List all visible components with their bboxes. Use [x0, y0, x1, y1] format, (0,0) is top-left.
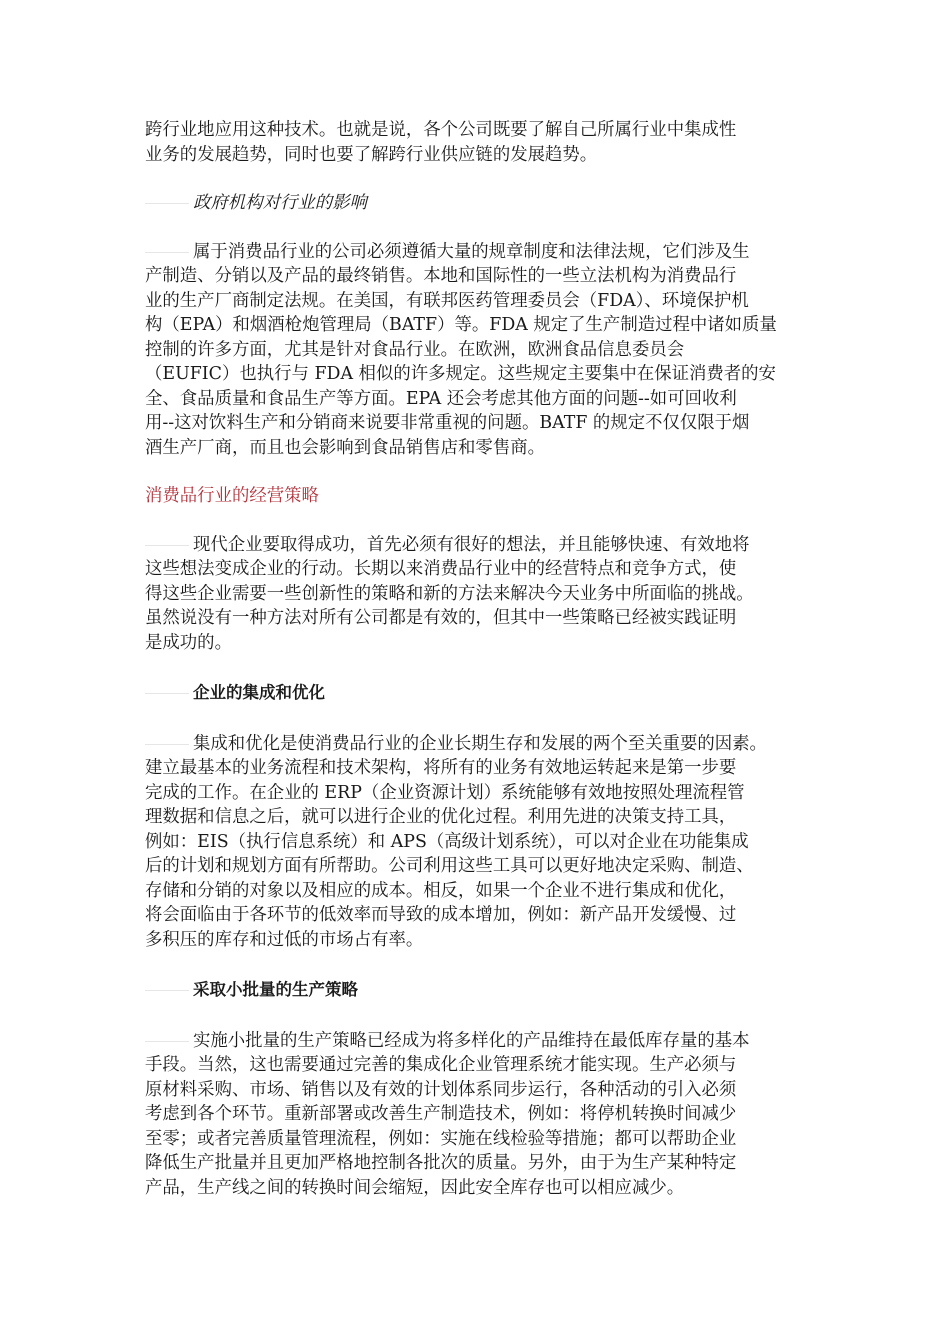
paragraph-government: 属于消费品行业的公司必须遵循大量的规章制度和法律法规，它们涉及生 产制造、分销以及产品的最终销售。本地和国际性的一些立法机构为消费品行 业的生产厂商制定法规。在美国，有联邦医药管理委员会（FDA）、环境保护机 构（EPA）和烟酒枪炮管理局（BATF）等。FDA 规定了生产制造过程中诸如质量 控制的许多方面，尤其是针对食品行业。在欧洲，欧洲食品信息委员会 （EUFIC）也执行与 FDA 相似的许多规定。这些规定主要集中在保证消费者的安 全、食品质量和食品生产等方面。EPA 还会考虑其他方面的问题--如可回收利 用--这对饮料生产和分销商来说要非常重视的问题。BATF 的规定不仅仅限于烟 酒生产厂商，而且也会影响到食品销售店和零售商。: [145, 240, 825, 461]
subhead-integration: 企业的集成和优化: [145, 681, 825, 706]
document-page: [145, 118, 825, 1200]
paragraph-integration: 集成和优化是使消费品行业的企业长期生存和发展的两个至关重要的因素。 建立最基本的业务流程和技术架构，将所有的业务有效地运转起来是第一步要 完成的工作。在企业的 ERP（企业资源计划）系统能够有效地按照处理流程管 理数据和信息之后，就可以进行企业的优化过程。利用先进的决策支持工具， 例如：EIS（执行信息系统）和 APS（高级计划系统），可以对企业在功能集成 后的计划和规划方面有所帮助。公司利用这些工具可以更好地决定采购、制造、 存储和分销的对象以及相应的成本。相反，如果一个企业不进行集成和优化， 将会面临由于各环节的低效率而导致的成本增加，例如：新产品开发缓慢、过 多积压的库存和过低的市场占有率。: [145, 732, 825, 953]
paragraph-intro: 跨行业地应用这种技术。也就是说，各个公司既要了解自己所属行业中集成性 业务的发展趋势，同时也要了解跨行业供应链的发展趋势。: [145, 120, 737, 165]
section-title-strategy: 消费品行业的经营策略: [145, 486, 319, 506]
subhead-small-batch: 采取小批量的生产策略: [145, 978, 825, 1003]
paragraph-strategy: 现代企业要取得成功，首先必须有很好的想法，并且能够快速、有效地将 这些想法变成企业的行动。长期以来消费品行业中的经营特点和竞争方式，使 得这些企业需要一些创新性的策略和新的方法来解决今天业务中所面临的挑战。 虽然说没有一种方法对所有公司都是有效的，但其中一些策略已经被实践证明 是成功的。: [145, 533, 825, 656]
subhead-government-influence: 政府机构对行业的影响: [145, 191, 825, 216]
paragraph-small-batch: 实施小批量的生产策略已经成为将多样化的产品维持在最低库存量的基本 手段。当然，这也需要通过完善的集成化企业管理系统才能实现。生产必须与 原材料采购、市场、销售以及有效的计划体系同步运行，各种活动的引入必须 考虑到各个环节。重新部署或改善生产制造技术，例如：将停机转换时间减少 至零；或者完善质量管理流程，例如：实施在线检验等措施；都可以帮助企业 降低生产批量并且更加严格地控制各批次的质量。另外，由于为生产某种特定 产品，生产线之间的转换时间会缩短，因此安全库存也可以相应减少。: [145, 1029, 825, 1201]
